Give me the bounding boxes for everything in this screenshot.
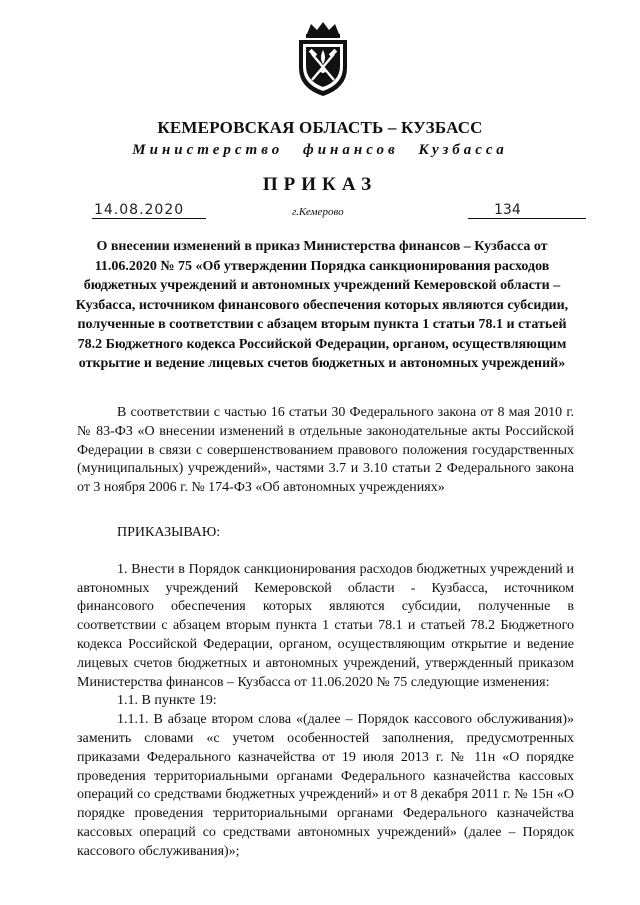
- kuzbass-coat-of-arms-icon: [293, 20, 353, 98]
- item-1-1-paragraph: 1.1. В пункте 19:: [117, 693, 217, 709]
- preamble-paragraph: В соответствии с частью 16 статьи 30 Федерального закона от 8 мая 2010 г. № 83-ФЗ «О внесении изменений в отдельные законодательные акты Российской Федерации в связи с совершенствованием правового положения государственных (муниципальных) учреждений», частями 3.7 и 3.10 статьи 2 Федерального закона от 3 ноября 2006 г. № 174-ФЗ «Об автономных учреждениях»: [77, 405, 574, 496]
- order-date: 14.08.2020: [92, 202, 206, 219]
- item-1-1-1-paragraph: 1.1.1. В абзаце втором слова «(далее – Порядок кассового обслуживания)» заменить словами «с учетом особенностей заполнения, предусмотренных приказами Федерального казначейства от 19 июля 2013 г. № 11н «О порядке проведения территориальными органами Федерального казначейства кассовых операций со средствами бюджетных учреждений» и от 8 декабря 2011 г. № 15н «О порядке проведения территориальными органами Федерального казначейства кассовых операций со средствами автономных учреждений» (далее – Порядок кассового обслуживания)»;: [77, 712, 574, 859]
- order-city: г.Кемерово: [292, 206, 344, 218]
- item-1-paragraph: 1. Внести в Порядок санкционирования расходов бюджетных учреждений и автономных учреждений Кемеровской области - Кузбасса, источником финансового обеспечения которых являются субсидии, полученные в соответствии с абзацем вторым пункта 1 статьи 78.1 и статьей 78.2 Бюджетного кодекса Российской Федерации, органом, осуществляющим открытие и ведение лицевых счетов бюджетных и автономных учреждений, утвержденный приказом Министерства финансов – Кузбасса от 11.06.2020 № 75 следующие изменения:: [77, 561, 574, 690]
- order-command: ПРИКАЗЫВАЮ:: [117, 524, 221, 540]
- document-title: О внесении изменений в приказ Министерства финансов – Кузбасса от 11.06.2020 № 75 «Об утверждении Порядка санкционирования расходов бюджетных учреждений и автономных учреждений Кемеровской области – Кузбасса, источником финансового обеспечения которых являются субсидии, полученные в соответствии с абзацем вторым пункта 1 статьи 78.1 и статьей 78.2 Бюджетного кодекса Российской Федерации, органом, осуществляющим открытие и ведение лицевых счетов бюджетных и автономных учреждений»: [75, 239, 569, 371]
- order-number: 134: [468, 202, 586, 219]
- region-heading: КЕМЕРОВСКАЯ ОБЛАСТЬ – КУЗБАСС: [157, 118, 483, 137]
- document-type: ПРИКАЗ: [262, 174, 378, 195]
- document-body: [77, 404, 574, 862]
- ministry-heading: Министерство финансов Кузбасса: [132, 142, 508, 158]
